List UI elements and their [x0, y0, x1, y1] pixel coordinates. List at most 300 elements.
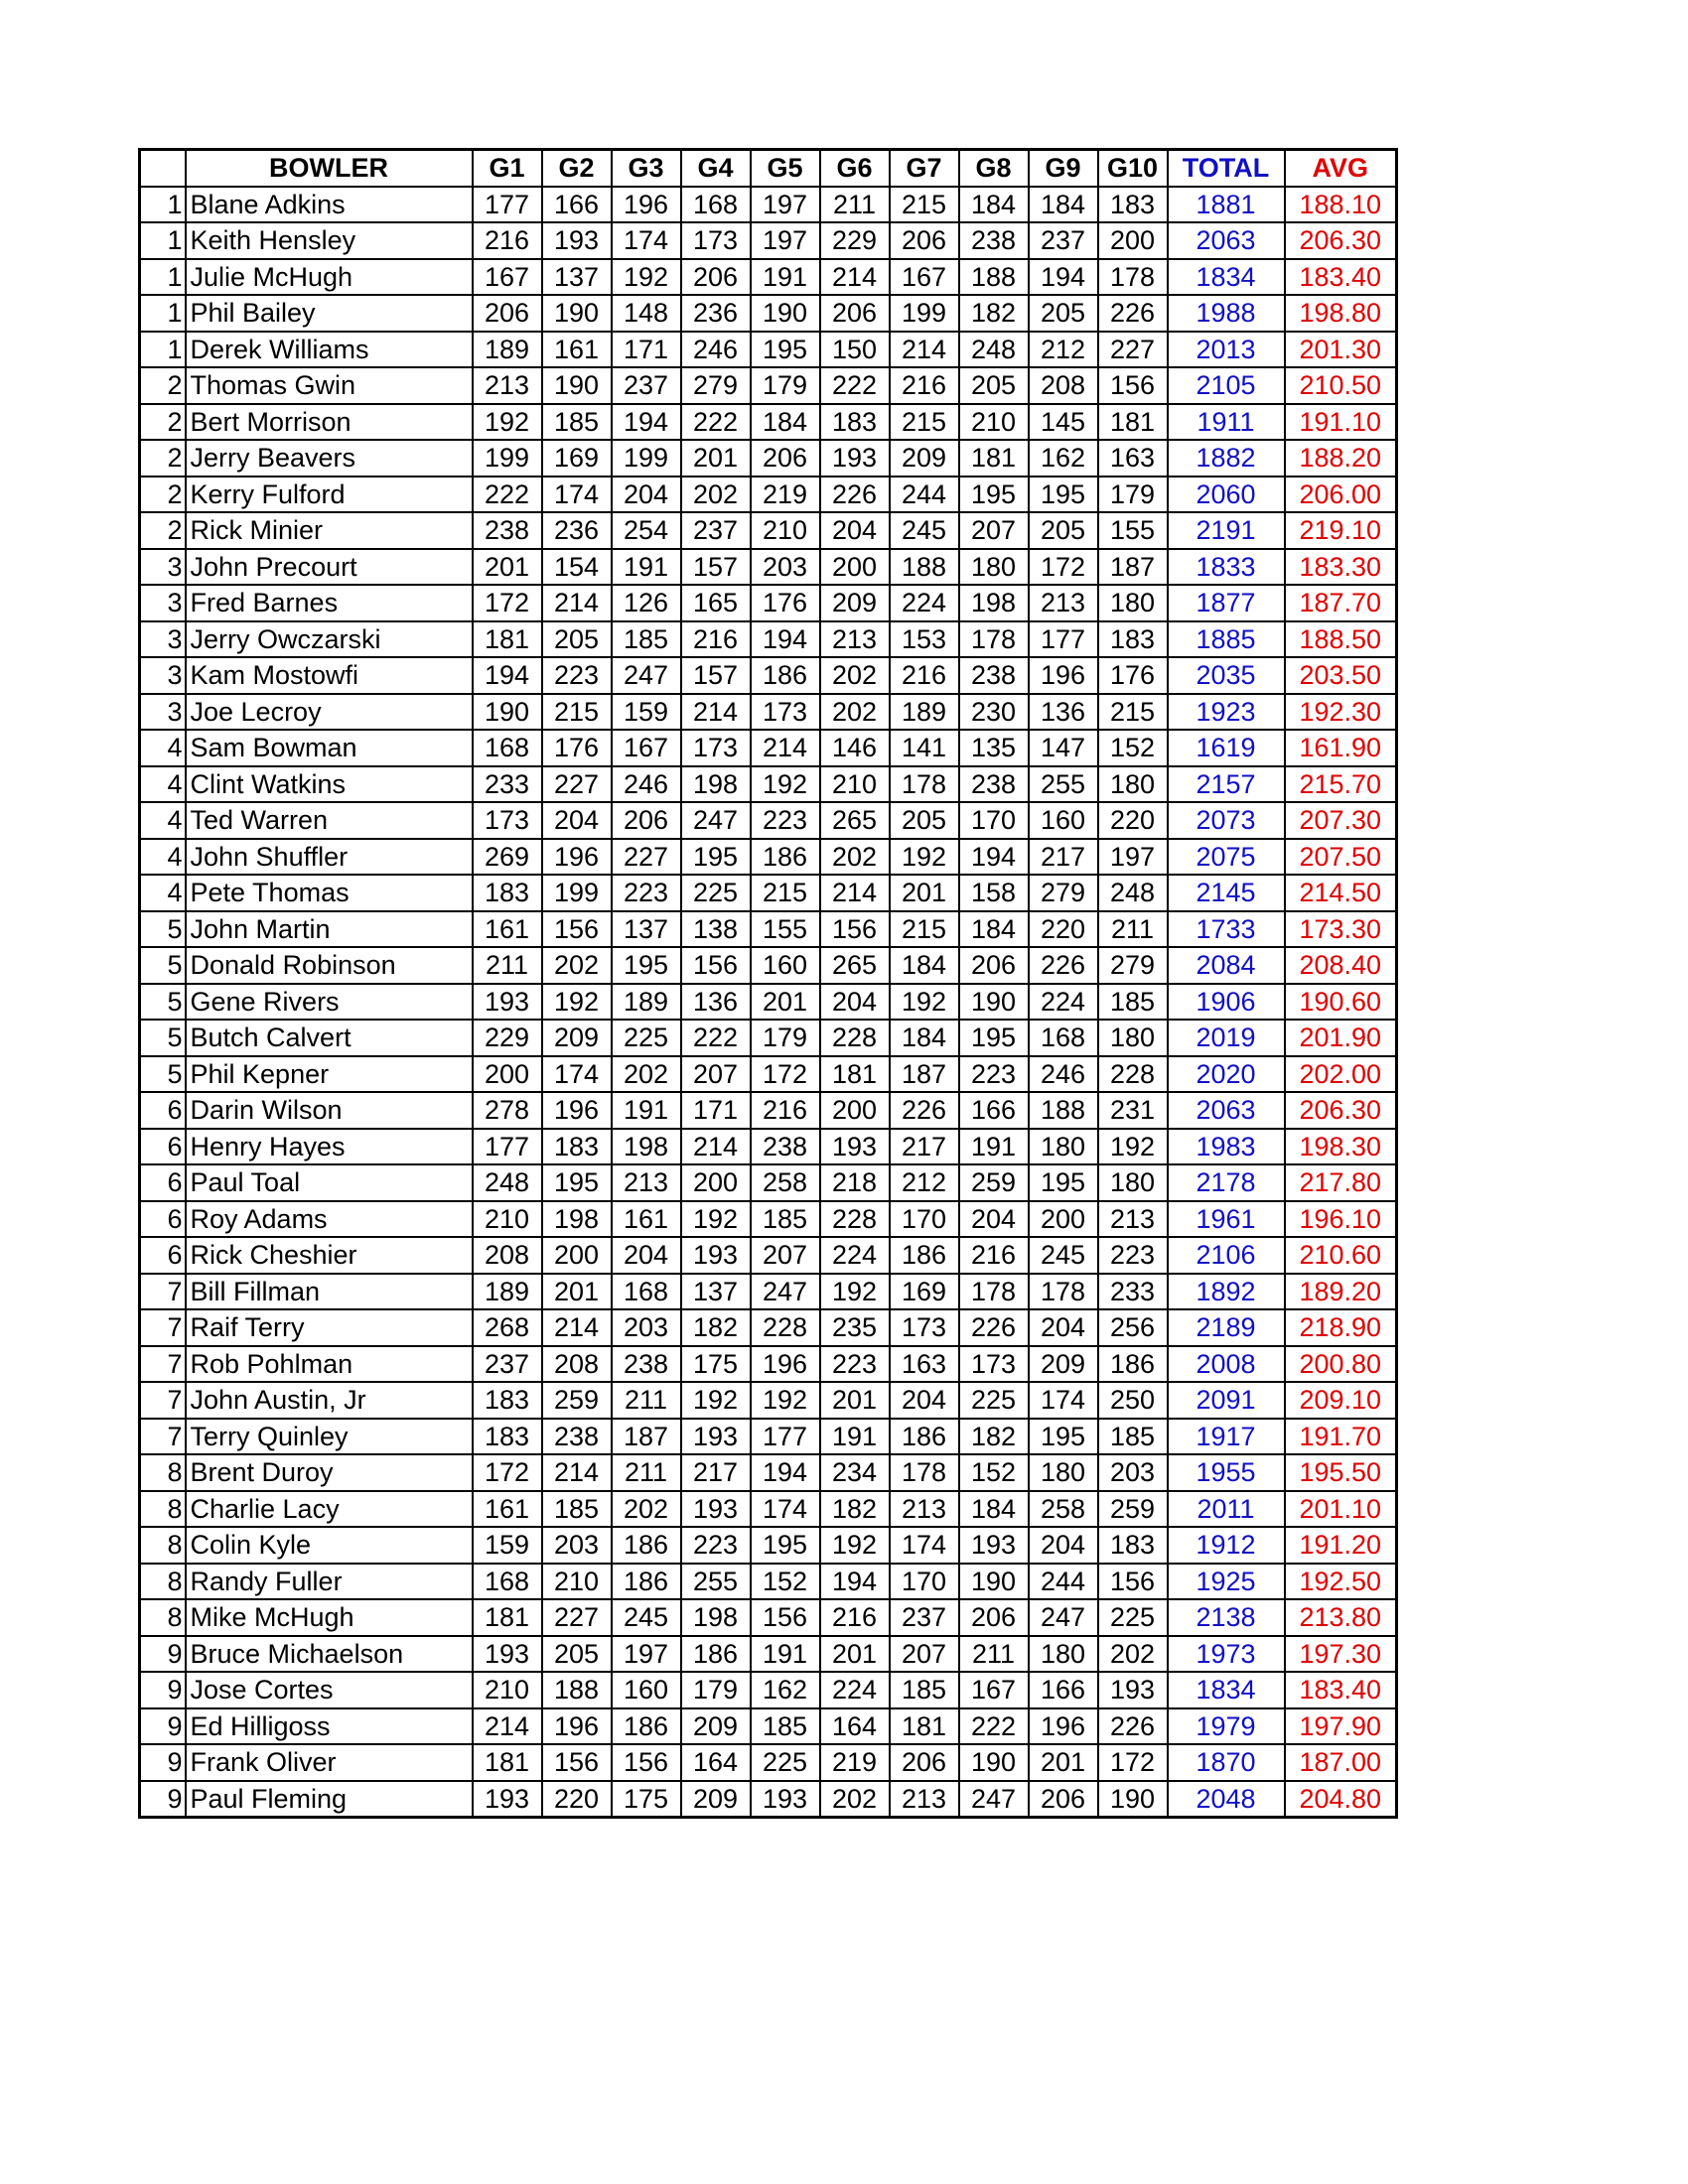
table-row	[140, 259, 1397, 296]
game-score-cell: 202	[820, 694, 890, 731]
game-score-cell: 184	[890, 947, 959, 984]
game-score-cell: 148	[612, 295, 681, 332]
game-score-cell: 238	[959, 222, 1029, 259]
game-score-cell: 181	[820, 1056, 890, 1093]
total-cell: 2105	[1168, 367, 1285, 404]
game-score-cell: 195	[612, 947, 681, 984]
game-score-cell: 228	[820, 1020, 890, 1056]
total-header: TOTAL	[1168, 150, 1285, 187]
game-score-cell: 196	[542, 839, 612, 876]
game-score-cell: 237	[890, 1599, 959, 1636]
table-row	[140, 440, 1397, 477]
game-score-cell: 238	[959, 766, 1029, 803]
total-cell: 1973	[1168, 1636, 1285, 1673]
game-score-cell: 203	[751, 549, 820, 586]
game-score-cell: 172	[751, 1056, 820, 1093]
game-score-cell: 192	[890, 984, 959, 1021]
team-number-cell: 1	[140, 222, 186, 259]
table-row	[140, 730, 1397, 766]
bowler-name-cell: John Austin, Jr	[186, 1382, 473, 1419]
avg-cell: 198.30	[1285, 1129, 1397, 1165]
table-row	[140, 187, 1397, 223]
game-score-cell: 178	[959, 1274, 1029, 1310]
game-score-cell: 180	[1098, 766, 1168, 803]
game-score-cell: 206	[612, 802, 681, 839]
avg-cell: 214.50	[1285, 875, 1397, 911]
game-score-cell: 206	[1029, 1781, 1098, 1818]
game-header: G1	[473, 150, 542, 187]
game-score-cell: 169	[890, 1274, 959, 1310]
game-score-cell: 209	[890, 440, 959, 477]
game-score-cell: 205	[1029, 295, 1098, 332]
game-score-cell: 201	[681, 440, 751, 477]
game-score-cell: 222	[681, 1020, 751, 1056]
game-score-cell: 187	[890, 1056, 959, 1093]
avg-cell: 209.10	[1285, 1382, 1397, 1419]
game-score-cell: 178	[890, 1454, 959, 1491]
game-score-cell: 138	[681, 911, 751, 948]
game-score-cell: 185	[542, 1491, 612, 1528]
bowler-name-cell: Donald Robinson	[186, 947, 473, 984]
game-score-cell: 189	[612, 984, 681, 1021]
team-number-cell: 6	[140, 1237, 186, 1274]
game-score-cell: 213	[1098, 1201, 1168, 1238]
team-number-cell: 1	[140, 295, 186, 332]
game-score-cell: 180	[1029, 1454, 1098, 1491]
game-score-cell: 233	[473, 766, 542, 803]
avg-cell: 191.70	[1285, 1419, 1397, 1455]
game-header: G10	[1098, 150, 1168, 187]
table-row	[140, 766, 1397, 803]
game-score-cell: 248	[959, 332, 1029, 368]
game-score-cell: 225	[612, 1020, 681, 1056]
bowler-name-cell: Fred Barnes	[186, 585, 473, 621]
game-score-cell: 181	[473, 621, 542, 658]
game-score-cell: 207	[751, 1237, 820, 1274]
game-score-cell: 174	[612, 222, 681, 259]
avg-cell: 188.20	[1285, 440, 1397, 477]
avg-cell: 161.90	[1285, 730, 1397, 766]
total-cell: 1917	[1168, 1419, 1285, 1455]
avg-cell: 195.50	[1285, 1454, 1397, 1491]
team-number-cell: 2	[140, 512, 186, 549]
total-cell: 2035	[1168, 657, 1285, 694]
game-score-cell: 223	[612, 875, 681, 911]
bowler-name-cell: Henry Hayes	[186, 1129, 473, 1165]
game-score-cell: 190	[959, 984, 1029, 1021]
game-score-cell: 191	[820, 1419, 890, 1455]
game-score-cell: 189	[473, 332, 542, 368]
team-number-cell: 6	[140, 1201, 186, 1238]
game-score-cell: 247	[612, 657, 681, 694]
game-score-cell: 156	[612, 1744, 681, 1781]
game-score-cell: 164	[820, 1708, 890, 1745]
total-cell: 1906	[1168, 984, 1285, 1021]
game-header: G8	[959, 150, 1029, 187]
total-cell: 2145	[1168, 875, 1285, 911]
team-number-cell: 8	[140, 1527, 186, 1564]
table-row	[140, 1201, 1397, 1238]
game-score-cell: 209	[820, 585, 890, 621]
game-score-cell: 194	[1029, 259, 1098, 296]
game-score-cell: 193	[542, 222, 612, 259]
game-score-cell: 191	[959, 1129, 1029, 1165]
bowler-name-cell: Mike McHugh	[186, 1599, 473, 1636]
game-score-cell: 168	[473, 730, 542, 766]
game-score-cell: 198	[959, 585, 1029, 621]
bowler-name-cell: Joe Lecroy	[186, 694, 473, 731]
game-score-cell: 215	[751, 875, 820, 911]
game-score-cell: 224	[890, 585, 959, 621]
game-score-cell: 150	[820, 332, 890, 368]
table-row	[140, 585, 1397, 621]
avg-cell: 183.40	[1285, 259, 1397, 296]
game-score-cell: 245	[612, 1599, 681, 1636]
game-score-cell: 212	[890, 1164, 959, 1201]
game-score-cell: 208	[1029, 367, 1098, 404]
game-score-cell: 170	[890, 1564, 959, 1600]
bowler-name-cell: Keith Hensley	[186, 222, 473, 259]
game-header: G7	[890, 150, 959, 187]
total-cell: 1619	[1168, 730, 1285, 766]
game-score-cell: 191	[751, 1636, 820, 1673]
table-row	[140, 222, 1397, 259]
game-score-cell: 204	[1029, 1309, 1098, 1346]
game-score-cell: 254	[612, 512, 681, 549]
game-score-cell: 190	[473, 694, 542, 731]
total-cell: 1882	[1168, 440, 1285, 477]
team-number-cell: 5	[140, 984, 186, 1021]
game-score-cell: 202	[820, 1781, 890, 1818]
game-score-cell: 214	[820, 259, 890, 296]
game-score-cell: 184	[751, 404, 820, 441]
bowler-name-cell: Frank Oliver	[186, 1744, 473, 1781]
table-row	[140, 984, 1397, 1021]
game-score-cell: 212	[1029, 332, 1098, 368]
team-number-cell: 4	[140, 802, 186, 839]
table-row	[140, 512, 1397, 549]
total-cell: 1979	[1168, 1708, 1285, 1745]
game-score-cell: 206	[751, 440, 820, 477]
game-score-cell: 202	[612, 1056, 681, 1093]
avg-cell: 183.40	[1285, 1672, 1397, 1708]
total-cell: 1912	[1168, 1527, 1285, 1564]
game-score-cell: 225	[681, 875, 751, 911]
game-score-cell: 206	[959, 947, 1029, 984]
game-score-cell: 209	[542, 1020, 612, 1056]
team-number-cell: 8	[140, 1454, 186, 1491]
game-score-cell: 204	[1029, 1527, 1098, 1564]
game-score-cell: 195	[542, 1164, 612, 1201]
game-score-cell: 184	[1029, 187, 1098, 223]
game-score-cell: 184	[959, 187, 1029, 223]
game-score-cell: 238	[751, 1129, 820, 1165]
table-row	[140, 1382, 1397, 1419]
game-score-cell: 196	[751, 1346, 820, 1383]
game-score-cell: 190	[1098, 1781, 1168, 1818]
avg-cell: 200.80	[1285, 1346, 1397, 1383]
game-score-cell: 177	[1029, 621, 1098, 658]
game-score-cell: 200	[1098, 222, 1168, 259]
game-score-cell: 269	[473, 839, 542, 876]
game-score-cell: 192	[751, 766, 820, 803]
game-score-cell: 215	[542, 694, 612, 731]
game-score-cell: 204	[542, 802, 612, 839]
game-score-cell: 236	[681, 295, 751, 332]
game-score-cell: 190	[542, 367, 612, 404]
game-score-cell: 226	[1029, 947, 1098, 984]
game-score-cell: 231	[1098, 1092, 1168, 1129]
game-score-cell: 189	[890, 694, 959, 731]
game-score-cell: 213	[890, 1491, 959, 1528]
game-score-cell: 186	[890, 1237, 959, 1274]
game-score-cell: 279	[1098, 947, 1168, 984]
bowler-name-cell: Charlie Lacy	[186, 1491, 473, 1528]
game-score-cell: 166	[1029, 1672, 1098, 1708]
avg-cell: 173.30	[1285, 911, 1397, 948]
game-score-cell: 210	[820, 766, 890, 803]
game-score-cell: 213	[1029, 585, 1098, 621]
game-score-cell: 250	[1098, 1382, 1168, 1419]
game-score-cell: 237	[681, 512, 751, 549]
game-score-cell: 208	[542, 1346, 612, 1383]
game-score-cell: 193	[1098, 1672, 1168, 1708]
bowler-name-cell: Rob Pohlman	[186, 1346, 473, 1383]
game-score-cell: 188	[959, 259, 1029, 296]
game-score-cell: 220	[1098, 802, 1168, 839]
avg-header: AVG	[1285, 150, 1397, 187]
game-score-cell: 217	[1029, 839, 1098, 876]
total-cell: 2008	[1168, 1346, 1285, 1383]
game-score-cell: 162	[751, 1672, 820, 1708]
game-score-cell: 181	[890, 1708, 959, 1745]
bowler-name-cell: Rick Cheshier	[186, 1237, 473, 1274]
game-score-cell: 182	[681, 1309, 751, 1346]
game-score-cell: 216	[751, 1092, 820, 1129]
game-score-cell: 137	[681, 1274, 751, 1310]
game-score-cell: 196	[612, 187, 681, 223]
table-row	[140, 1599, 1397, 1636]
game-score-cell: 186	[1098, 1346, 1168, 1383]
total-cell: 1885	[1168, 621, 1285, 658]
team-number-cell: 7	[140, 1346, 186, 1383]
game-score-cell: 192	[751, 1382, 820, 1419]
game-score-cell: 156	[681, 947, 751, 984]
game-score-cell: 205	[542, 1636, 612, 1673]
game-score-cell: 204	[959, 1201, 1029, 1238]
game-score-cell: 205	[959, 367, 1029, 404]
team-number-cell: 7	[140, 1309, 186, 1346]
game-score-cell: 190	[959, 1564, 1029, 1600]
game-score-cell: 193	[681, 1419, 751, 1455]
game-score-cell: 227	[542, 1599, 612, 1636]
game-score-cell: 167	[959, 1672, 1029, 1708]
game-score-cell: 199	[473, 440, 542, 477]
team-number-cell: 9	[140, 1672, 186, 1708]
game-score-cell: 211	[612, 1454, 681, 1491]
game-score-cell: 204	[612, 477, 681, 513]
game-score-cell: 193	[751, 1781, 820, 1818]
game-score-cell: 246	[612, 766, 681, 803]
avg-cell: 203.50	[1285, 657, 1397, 694]
team-number-cell: 4	[140, 730, 186, 766]
game-score-cell: 216	[820, 1599, 890, 1636]
game-score-cell: 190	[959, 1744, 1029, 1781]
team-number-cell: 8	[140, 1491, 186, 1528]
game-score-cell: 192	[820, 1527, 890, 1564]
table-row	[140, 1092, 1397, 1129]
game-score-cell: 188	[542, 1672, 612, 1708]
total-cell: 2138	[1168, 1599, 1285, 1636]
game-score-cell: 198	[542, 1201, 612, 1238]
game-score-cell: 238	[612, 1346, 681, 1383]
avg-cell: 207.50	[1285, 839, 1397, 876]
game-score-cell: 206	[890, 222, 959, 259]
game-score-cell: 206	[959, 1599, 1029, 1636]
bowler-name-cell: Brent Duroy	[186, 1454, 473, 1491]
game-score-cell: 203	[612, 1309, 681, 1346]
game-score-cell: 156	[820, 911, 890, 948]
game-score-cell: 135	[959, 730, 1029, 766]
team-number-cell: 1	[140, 332, 186, 368]
game-score-cell: 199	[612, 440, 681, 477]
avg-cell: 187.70	[1285, 585, 1397, 621]
table-row	[140, 1309, 1397, 1346]
team-number-cell: 9	[140, 1708, 186, 1745]
game-score-cell: 201	[820, 1636, 890, 1673]
game-score-cell: 186	[612, 1564, 681, 1600]
game-score-cell: 226	[959, 1309, 1029, 1346]
total-cell: 2020	[1168, 1056, 1285, 1093]
game-score-cell: 196	[542, 1092, 612, 1129]
table-row	[140, 1672, 1397, 1708]
game-score-cell: 186	[612, 1527, 681, 1564]
avg-cell: 192.30	[1285, 694, 1397, 731]
game-score-cell: 223	[820, 1346, 890, 1383]
game-score-cell: 193	[820, 440, 890, 477]
avg-cell: 206.30	[1285, 222, 1397, 259]
team-number-cell: 2	[140, 440, 186, 477]
bowler-name-cell: Colin Kyle	[186, 1527, 473, 1564]
game-score-cell: 201	[473, 549, 542, 586]
team-number-cell: 4	[140, 839, 186, 876]
game-score-cell: 152	[959, 1454, 1029, 1491]
game-score-cell: 193	[681, 1237, 751, 1274]
game-score-cell: 233	[1098, 1274, 1168, 1310]
game-score-cell: 205	[542, 621, 612, 658]
game-score-cell: 237	[473, 1346, 542, 1383]
game-score-cell: 160	[612, 1672, 681, 1708]
bowler-name-cell: Paul Fleming	[186, 1781, 473, 1818]
game-score-cell: 206	[820, 295, 890, 332]
team-number-cell: 2	[140, 404, 186, 441]
game-score-cell: 182	[959, 1419, 1029, 1455]
game-score-cell: 224	[1029, 984, 1098, 1021]
game-score-cell: 247	[681, 802, 751, 839]
game-score-cell: 228	[1098, 1056, 1168, 1093]
bowler-name-cell: Bruce Michaelson	[186, 1636, 473, 1673]
game-score-cell: 173	[959, 1346, 1029, 1383]
game-score-cell: 247	[751, 1274, 820, 1310]
game-score-cell: 279	[1029, 875, 1098, 911]
total-cell: 2019	[1168, 1020, 1285, 1056]
bowler-name-cell: Ted Warren	[186, 802, 473, 839]
game-score-cell: 181	[473, 1599, 542, 1636]
bowler-name-cell: Roy Adams	[186, 1201, 473, 1238]
table-row	[140, 332, 1397, 368]
game-score-cell: 190	[751, 295, 820, 332]
game-score-cell: 193	[473, 1636, 542, 1673]
avg-cell: 183.30	[1285, 549, 1397, 586]
table-row	[140, 549, 1397, 586]
game-score-cell: 183	[1098, 621, 1168, 658]
game-score-cell: 193	[820, 1129, 890, 1165]
table-row	[140, 875, 1397, 911]
game-score-cell: 183	[820, 404, 890, 441]
game-score-cell: 183	[473, 1419, 542, 1455]
game-score-cell: 200	[681, 1164, 751, 1201]
game-score-cell: 244	[890, 477, 959, 513]
game-score-cell: 224	[820, 1237, 890, 1274]
game-score-cell: 226	[1098, 1708, 1168, 1745]
game-score-cell: 161	[612, 1201, 681, 1238]
game-score-cell: 211	[1098, 911, 1168, 948]
bowler-name-cell: Blane Adkins	[186, 187, 473, 223]
game-score-cell: 248	[473, 1164, 542, 1201]
game-score-cell: 211	[473, 947, 542, 984]
game-score-cell: 268	[473, 1309, 542, 1346]
game-score-cell: 181	[473, 1744, 542, 1781]
game-score-cell: 195	[681, 839, 751, 876]
avg-cell: 189.20	[1285, 1274, 1397, 1310]
game-score-cell: 223	[681, 1527, 751, 1564]
game-score-cell: 225	[751, 1744, 820, 1781]
table-row	[140, 1491, 1397, 1528]
table-row	[140, 1020, 1397, 1056]
table-row	[140, 802, 1397, 839]
game-score-cell: 192	[681, 1201, 751, 1238]
game-score-cell: 136	[681, 984, 751, 1021]
game-score-cell: 204	[820, 512, 890, 549]
game-score-cell: 202	[1098, 1636, 1168, 1673]
game-score-cell: 175	[681, 1346, 751, 1383]
game-score-cell: 216	[473, 222, 542, 259]
game-score-cell: 200	[542, 1237, 612, 1274]
total-cell: 2075	[1168, 839, 1285, 876]
game-score-cell: 175	[612, 1781, 681, 1818]
avg-cell: 197.30	[1285, 1636, 1397, 1673]
total-cell: 2063	[1168, 1092, 1285, 1129]
game-score-cell: 159	[473, 1527, 542, 1564]
game-header: G9	[1029, 150, 1098, 187]
total-cell: 2091	[1168, 1382, 1285, 1419]
team-number-cell: 7	[140, 1382, 186, 1419]
avg-cell: 208.40	[1285, 947, 1397, 984]
game-score-cell: 189	[473, 1274, 542, 1310]
game-score-cell: 202	[542, 947, 612, 984]
team-number-cell: 3	[140, 657, 186, 694]
game-score-cell: 187	[1098, 549, 1168, 586]
bowler-name-cell: Paul Toal	[186, 1164, 473, 1201]
game-score-cell: 161	[473, 1491, 542, 1528]
avg-cell: 187.00	[1285, 1744, 1397, 1781]
avg-cell: 188.50	[1285, 621, 1397, 658]
team-number-cell: 1	[140, 187, 186, 223]
avg-cell: 215.70	[1285, 766, 1397, 803]
team-number-cell: 6	[140, 1164, 186, 1201]
game-score-cell: 192	[1098, 1129, 1168, 1165]
game-score-cell: 205	[890, 802, 959, 839]
